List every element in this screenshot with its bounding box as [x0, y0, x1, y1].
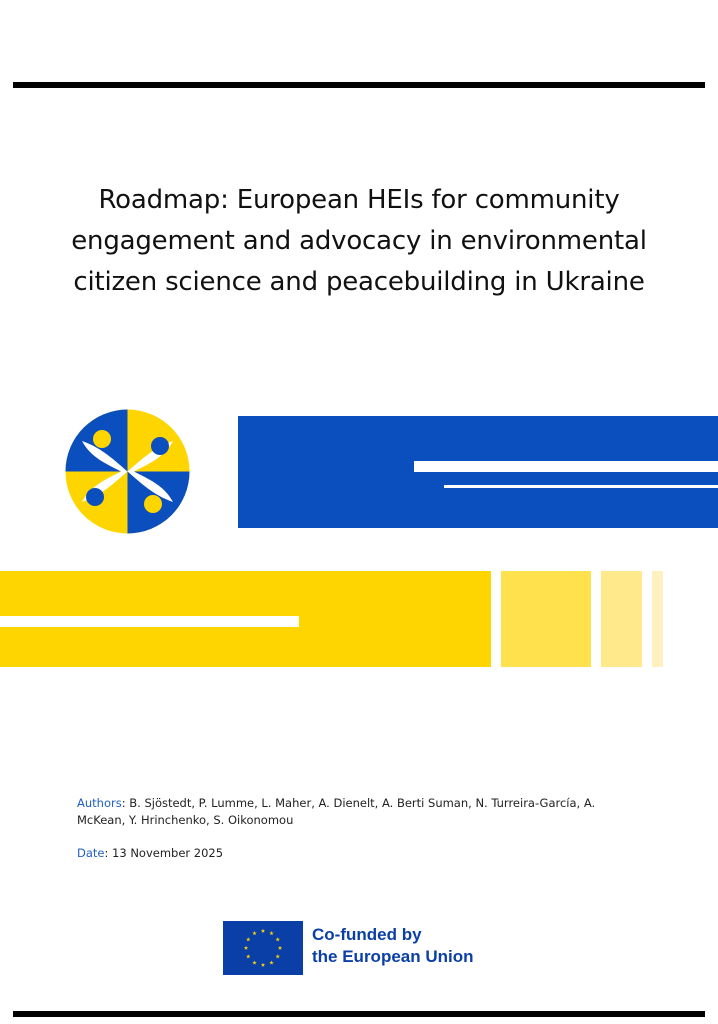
blue-decorative-band: [238, 416, 718, 528]
funding-statement: [312, 924, 474, 968]
date-line: [77, 845, 637, 862]
yellow-fade-block: [601, 571, 642, 667]
project-logo-figures-icon: [64, 408, 191, 535]
funding-line-2: the European Union: [312, 947, 474, 966]
date-value: : 13 November 2025: [104, 846, 224, 860]
yellow-fade-block: [501, 571, 591, 667]
blue-band-thin-stripe: [444, 485, 718, 488]
authors-list: : B. Sjöstedt, P. Lumme, L. Maher, A. Dienelt, A. Berti Suman, N. Turreira-García, A. McKean, Y. Hrinchenko, S. Oikonomou: [77, 796, 596, 827]
bottom-rule: [13, 1011, 705, 1017]
authors-label: Authors: [77, 796, 122, 810]
yellow-band-stripe: [0, 616, 299, 627]
yellow-fade-block: [652, 571, 663, 667]
authors-line: [77, 795, 637, 829]
date-label: Date: [77, 846, 105, 860]
blue-band-stripe: [414, 461, 718, 472]
top-rule: [13, 82, 705, 88]
eu-flag-icon: [223, 921, 303, 975]
funding-line-1: Co-funded by: [312, 925, 422, 944]
document-title: Roadmap: European HEIs for community engagement and advocacy in environmental citizen science and peacebuilding in Ukraine: [71, 185, 647, 297]
